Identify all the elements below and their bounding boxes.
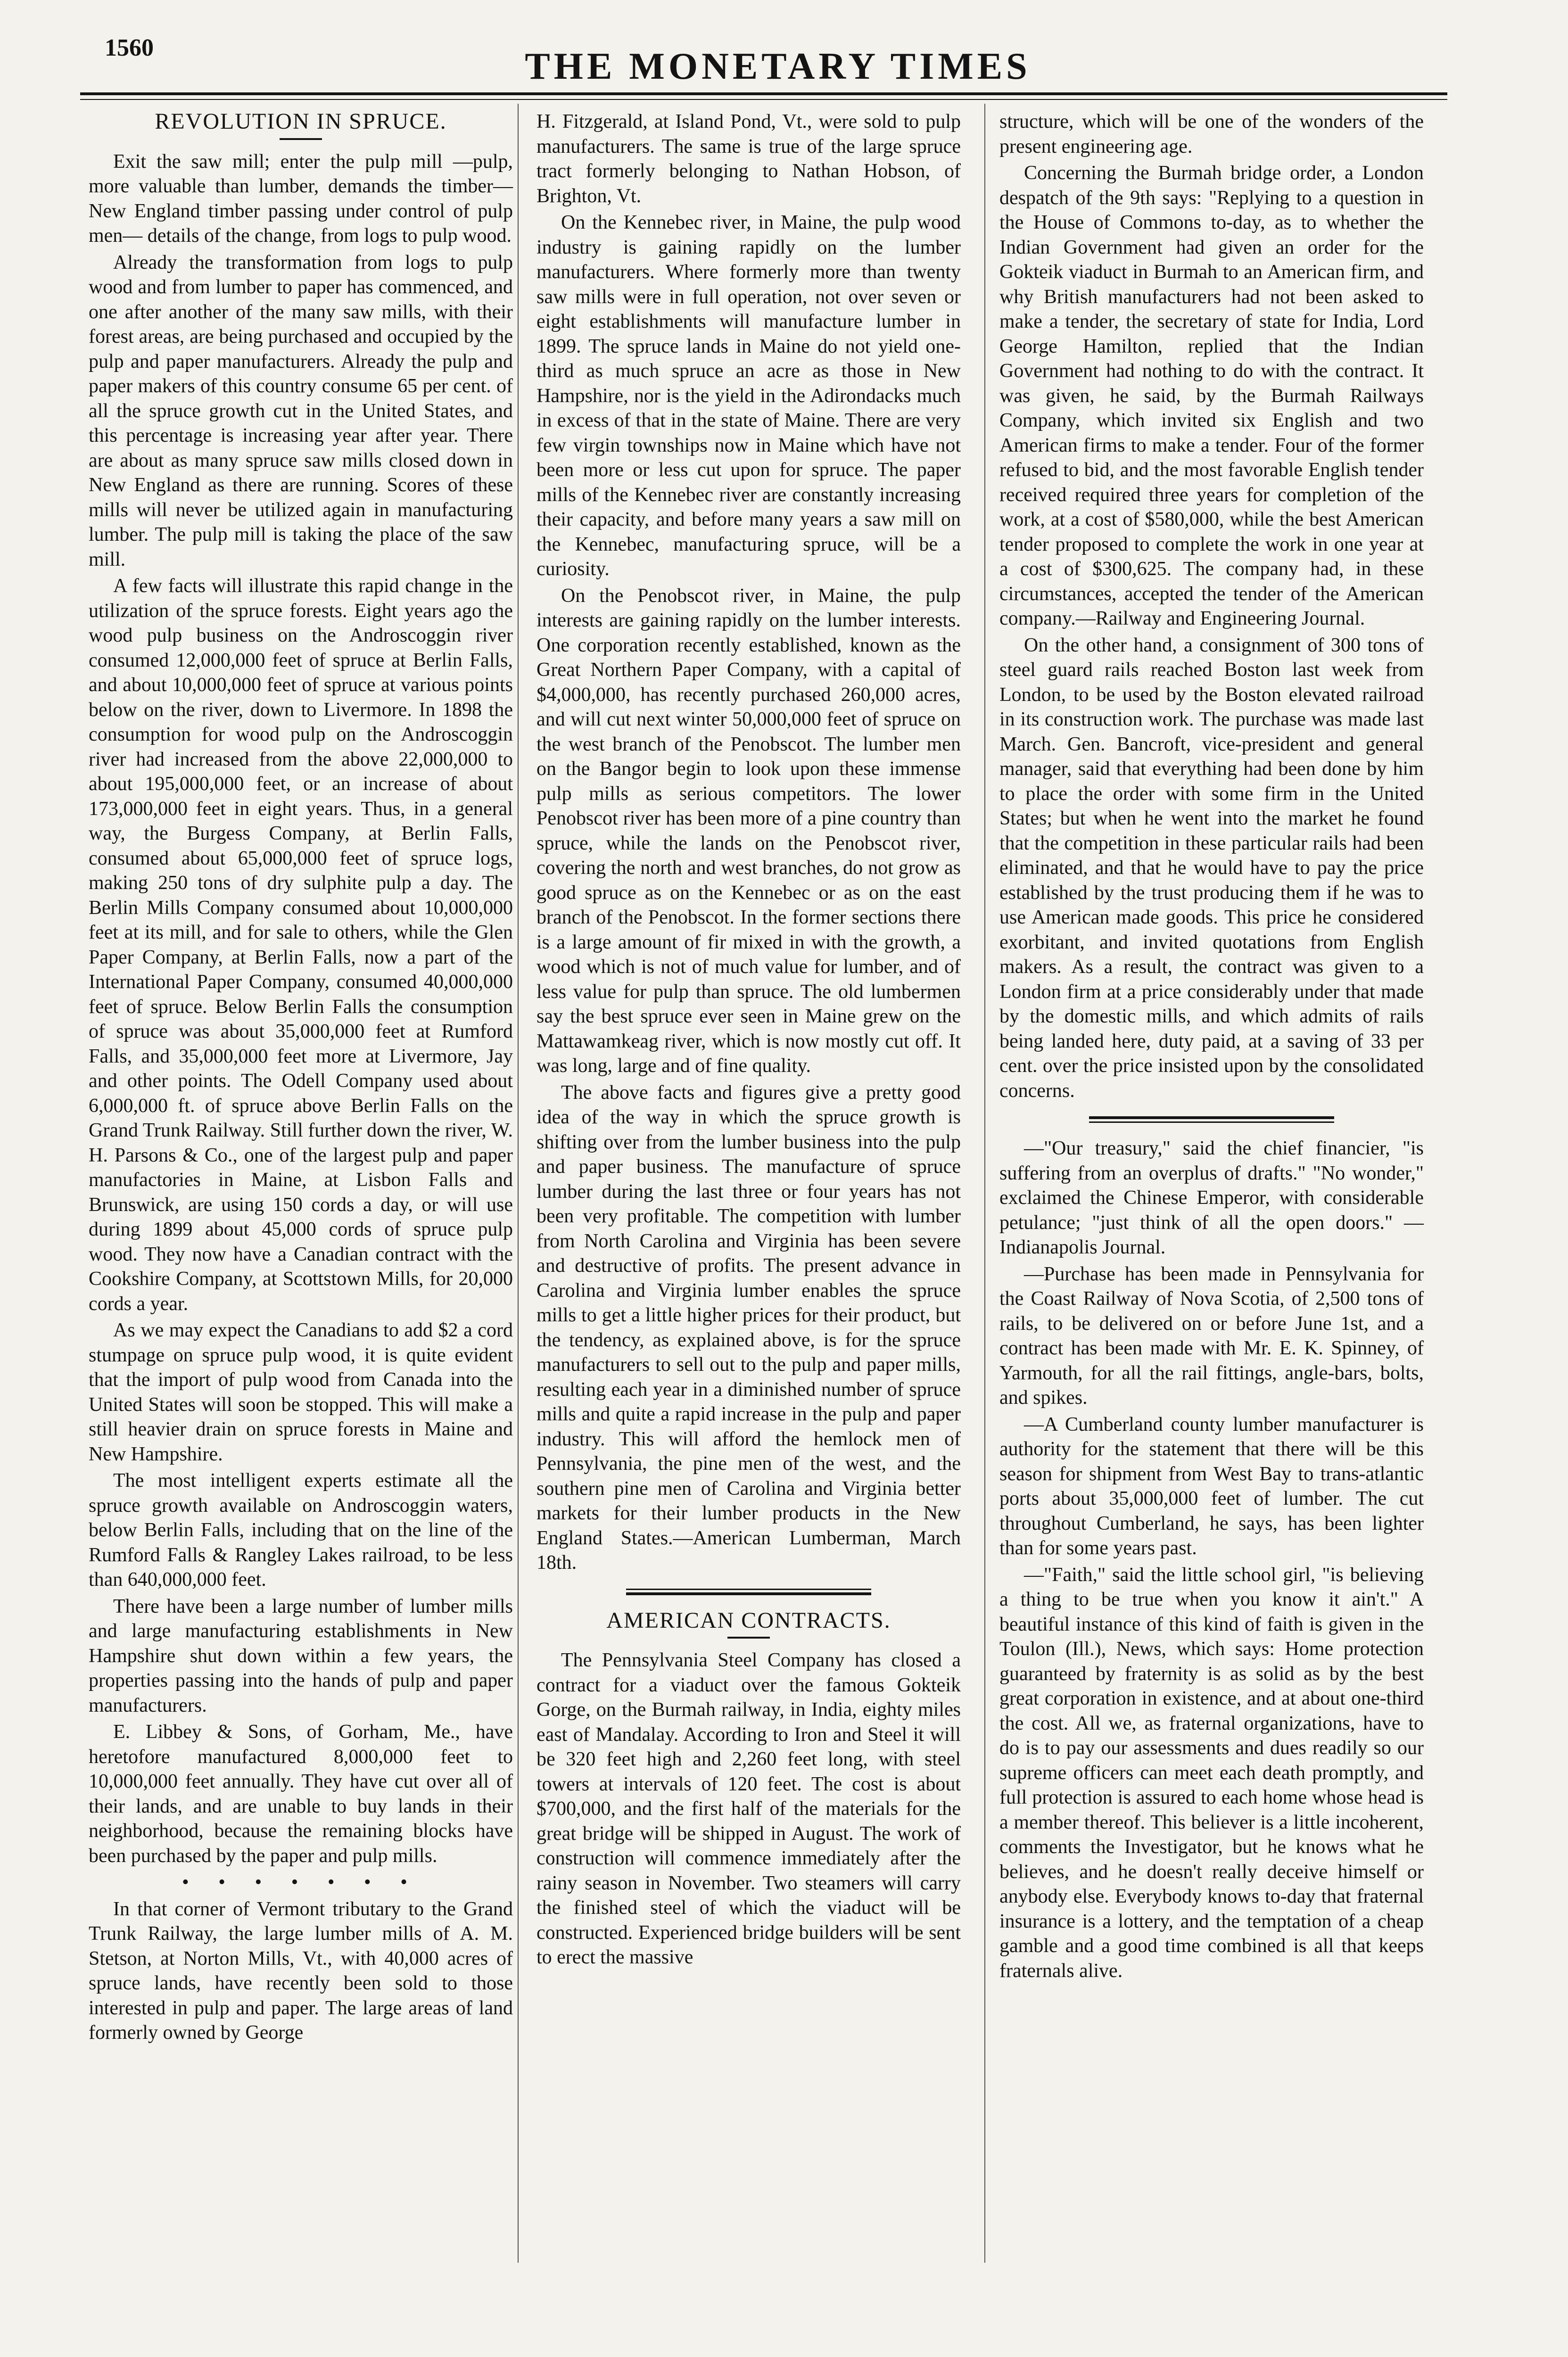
- section-dots: • • • • • • •: [182, 1871, 420, 1893]
- heading-rule: [727, 1637, 770, 1639]
- paragraph: The above facts and figures give a pretty good idea of the way in which the spruce growth is shifting over from the lumber business into the pulp and paper business. The manufacture of spruce lumber during the last three or four years has not been very profitable. The competition with lumber from North Carolina and Virginia has been severe and destructive of profits. The present advance in Carolina and Virginia lumber enables the spruce mills to get a little higher prices for their product, but the tendency, as explained above, is for the spruce manufacturers to sell out to the pulp and paper mills, resulting each year in a diminished number of spruce mills and quite a rapid increase in the pulp and paper industry. This will afford the hemlock men of Pennsylvania, the pine men of the west, and the southern pine men of Carolina and Virginia better markets for their lumber products in the New England States.—American Lumberman, March 18th.: [536, 1081, 961, 1574]
- paragraph: A few facts will illustrate this rapid change in the utilization of the spruce forests. Eight years ago the wood pulp business on the Androscoggin river consumed 12,000,000 feet of spruce at Berlin Falls, and about 10,000,000 feet of spruce at various points below on the river, down to Livermore. In 1898 the consumption for wood pulp on the Androscoggin river had increased from the above 22,000,000 to about 195,000,000 feet, or an increase of about 173,000,000 feet in eight years. Thus, in a general way, the Burgess Company, at Berlin Falls, consumed about 65,000,000 feet of spruce logs, making 250 tons of dry sulphite pulp a day. The Berlin Mills Company consumed about 10,000,000 feet at its mill, and for sale to others, while the Glen Paper Company, at Berlin Falls, now a part of the International Paper Company, consumed 40,000,000 feet of spruce. Below Berlin Falls the consumption of spruce was about 35,000,000 feet at Rumford Falls, and 35,000,000 feet more at Livermore, Jay and other points. The Odell Company used about 6,000,000 ft. of spruce above Berlin Falls on the Grand Trunk Railway. Still further down the river, W. H. Parsons & Co., one of the largest pulp and paper manufactories in Maine, at Lisbon Falls and Brunswick, are using 150 cords a day, or will use during 1899 about 45,000 cords of spruce pulp wood. They now have a Canadian contract with the Cookshire Company, at Scottstown Mills, for 20,000 cords a year.: [89, 575, 513, 1315]
- column-1: [89, 109, 513, 2047]
- article-subhead: Exit the saw mill; enter the pulp mill —pulp, more valuable than lumber, demands the timber—New England timber passing under control of pulp men— details of the change, from logs to pulp wood.: [89, 150, 513, 247]
- paragraph: E. Libbey & Sons, of Gorham, Me., have heretofore manufactured 8,000,000 feet to 10,000,000 feet annually. They have cut over all of their lands, and are unable to buy lands in their neighborhood, because the remaining blocks have been purchased by the paper and pulp mills.: [89, 1721, 513, 1867]
- paragraph: —"Faith," said the little school girl, "is believing a thing to be true when you know it ain't." A beautiful instance of this kind of faith is given in the Toulon (Ill.), News, which says: Home protection guaranteed by fraternity is as solid as by the best great corporation in existence, and at about one-third the cost. All we, as fraternal organizations, have to do is to pay our assessments and dues readily so our supreme officers can meet each death promptly, and full protection is assured to each home whose head is a member thereof. This believer is a little incoherent, comments the Investigator, but he knows what he believes, and he doesn't really deceive himself or anybody else. Everybody knows to-day that fraternal insurance is a lottery, and the temptation of a cheap gamble and a good time combined is all that keeps fraternals alive.: [999, 1564, 1424, 1982]
- paragraph: structure, which will be one of the wonders of the present engineering age.: [999, 111, 1424, 157]
- paragraph: —"Our treasury," said the chief financier, "is suffering from an overplus of drafts." "No wonder," exclaimed the Chinese Emperor, with considerable petulance; "just think of all the open doors." —Indianapolis Journal.: [999, 1137, 1424, 1258]
- paragraph: Already the transformation from logs to pulp wood and from lumber to paper has commenced, and one after another of the many saw mills, with their forest areas, are being purchased and occupied by the pulp and paper manufacturers. Already the pulp and paper makers of this country consume 65 per cent. of all the spruce growth cut in the United States, and this percentage is increasing year after year. There are about as many spruce saw mills closed down in New England as there are running. Scores of these mills will never be utilized again in manufacturing lumber. The pulp mill is taking the place of the saw mill.: [89, 251, 513, 570]
- paragraph: On the Kennebec river, in Maine, the pulp wood industry is gaining rapidly on the lumber manufacturers. Where formerly more than twenty saw mills were in full operation, not over seven or eight establishments will manufacture lumber in 1899. The spruce lands in Maine do not yield one-third as much spruce an acre as those in New Hampshire, nor is the yield in the Adirondacks much in excess of that in the state of Maine. There are very few virgin townships now in Maine which have not been more or less cut upon for spruce. The paper mills of the Kennebec river are constantly increasing their capacity, and before many years a saw mill on the Kennebec, manufacturing spruce, will be a curiosity.: [536, 212, 961, 580]
- section-divider: [626, 1589, 871, 1595]
- header-rule-thin: [80, 99, 1447, 100]
- paragraph: The most intelligent experts estimate all the spruce growth available on Androscoggin waters, below Berlin Falls, including that on the line of the Rumford Falls & Rangley Lakes railroad, to be less than 640,000,000 feet.: [89, 1470, 513, 1591]
- heading-rule: [280, 138, 322, 140]
- paragraph: As we may expect the Canadians to add $2 a cord stumpage on spruce pulp wood, it is quite evident that the import of pulp wood from Canada into the United States will soon be stopped. This will make a still heavier drain on spruce forests in Maine and New Hampshire.: [89, 1319, 513, 1465]
- paragraph: —Purchase has been made in Pennsylvania for the Coast Railway of Nova Scotia, of 2,500 tons of rails, to be delivered on or before June 1st, and a contract has been made with Mr. E. K. Spinney, of Yarmouth, for all the rail fittings, angle-bars, bolts, and spikes.: [999, 1263, 1424, 1409]
- paragraph: H. Fitzgerald, at Island Pond, Vt., were sold to pulp manufacturers. The same is true of the large spruce tract formerly belonging to Nathan Hobson, of Brighton, Vt.: [536, 111, 961, 207]
- article-heading: AMERICAN CONTRACTS.: [606, 1607, 891, 1633]
- column-2: [536, 109, 961, 1972]
- paragraph: —A Cumberland county lumber manufacturer is authority for the statement that there will be this season for shipment from West Bay to trans-atlantic ports about 35,000,000 feet of lumber. The cut throughout Cumberland, he says, has been lighter than for some years past.: [999, 1413, 1424, 1559]
- paragraph: In that corner of Vermont tributary to the Grand Trunk Railway, the large lumber mills of A. M. Stetson, at Norton Mills, Vt., with 40,000 acres of spruce lands, have recently been sold to those interested in pulp and paper. The large areas of land formerly owned by George: [89, 1898, 513, 2044]
- section-divider: [1089, 1116, 1334, 1123]
- page-number: 1560: [105, 34, 154, 61]
- paragraph: On the other hand, a consignment of 300 tons of steel guard rails reached Boston last week from London, to be used by the Boston elevated railroad in its construction work. The purchase was made last March. Gen. Bancroft, vice-president and general manager, said that everything had been done by him to place the order with some firm in the United States; but when he went into the market he found that the competition in these particular rails had been eliminated, and that he would have to pay the price established by the trust producing them if he was to use American made goods. This price he considered exorbitant, and invited quotations from English makers. As a result, the contract was given to a London firm at a price considerably under that made by the domestic mills, and which admits of rails being landed here, duty paid, at a saving of 33 per cent. over the price insisted upon by the consolidated concerns.: [999, 634, 1424, 1102]
- masthead: THE MONETARY TIMES: [525, 46, 1031, 87]
- header-rule: [80, 92, 1447, 95]
- column-divider: [518, 104, 519, 2263]
- paragraph: There have been a large number of lumber mills and large manufacturing establishments in New Hampshire shut down within a few years, the properties passing into the hands of pulp and paper manufacturers.: [89, 1595, 513, 1716]
- paragraph: Concerning the Burmah bridge order, a London despatch of the 9th says: "Replying to a question in the House of Commons to-day, as to whether the Indian Government had given an order for the Gokteik viaduct in Burmah to an American firm, and why British manufacturers had not been asked to make a tender, the secretary of state for India, Lord George Hamilton, replied that the Indian Government had nothing to do with the contract. It was given, he said, by the Burmah Railways Company, which invited six English and two American firms to make a tender. Four of the former refused to bid, and the most favorable English tender received required three years for completion of the work, at a cost of $580,000, while the best American tender proposed to complete the work in one year at a cost of $300,625. The company had, in these circumstances, accepted the tender of the American company.—Railway and Engineering Journal.: [999, 162, 1424, 629]
- paragraph: On the Penobscot river, in Maine, the pulp interests are gaining rapidly on the lumber interests. One corporation recently established, known as the Great Northern Paper Company, with a capital of $4,000,000, has recently purchased 260,000 acres, and will cut next winter 50,000,000 feet of spruce on the west branch of the Penobscot. The lumber men on the Bangor begin to look upon these immense pulp mills as serious competitors. The lower Penobscot river has been more of a pine country than spruce, while the lands on the Penobscot river, covering the north and west branches, do not grow as good spruce as on the Kennebec or as on the east branch of the Penobscot. In the former sections there is a large amount of fir mixed in with the growth, a wood which is not of much value for lumber, and of less value for pulp than spruce. The old lumbermen say the best spruce ever seen in Maine grew on the Mattawamkeag river, which is now mostly cut off. It was long, large and of fine quality.: [536, 585, 961, 1077]
- column-3: [999, 109, 1424, 1985]
- column-divider: [984, 104, 985, 2263]
- paragraph: The Pennsylvania Steel Company has closed a contract for a viaduct over the famous Gokteik Gorge, on the Burmah railway, in India, eighty miles east of Mandalay. According to Iron and Steel it will be 320 feet high and 2,260 feet long, with steel towers at intervals of 120 feet. The cost is about $700,000, and the first half of the materials for the great bridge will be shipped in August. The work of construction will commence immediately after the rainy season in November. Two steamers will carry the finished steel of which the viaduct will be constructed. Experienced bridge builders will be sent to erect the massive: [536, 1649, 961, 1968]
- article-heading: REVOLUTION IN SPRUCE.: [155, 109, 447, 134]
